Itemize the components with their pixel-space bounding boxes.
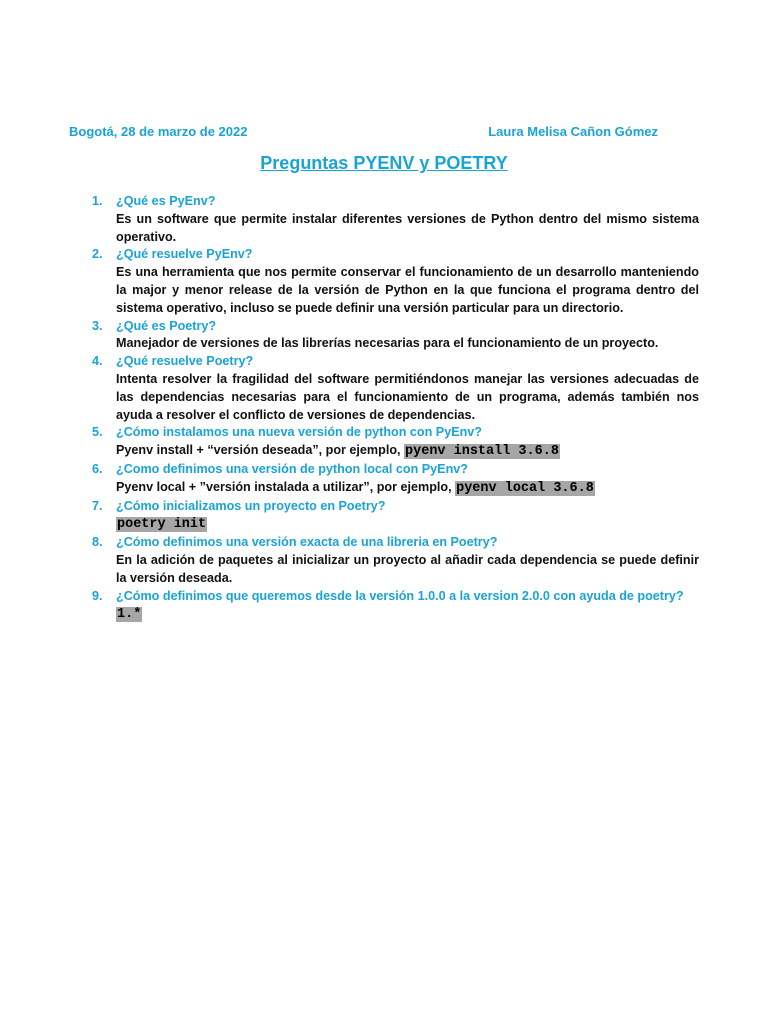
page-title-text: Preguntas PYENV y POETRY xyxy=(260,153,508,173)
question-item-7 xyxy=(92,498,699,535)
question-number: 2. xyxy=(92,247,103,262)
question-text: ¿Como definimos una versión de python local con PyEnv? xyxy=(116,461,468,476)
question-item-9 xyxy=(92,588,699,625)
answer-text: En la adición de paquetes al inicializar un proyecto al añadir cada dependencia se puede definir la versión deseada. xyxy=(116,552,699,585)
question-item-6 xyxy=(92,461,699,498)
answer-text: Pyenv install + “versión deseada”, por ejemplo, xyxy=(116,443,405,458)
question-item-5 xyxy=(92,424,699,461)
answer-text: Es una herramienta que nos permite conservar el funcionamiento de un desarrollo manteniendo la major y menor release de la versión de Python en la que funciona el programa dentro del sistema operativo, incluso se puede definir una versión particular para un directorio. xyxy=(116,265,699,315)
question-item-8 xyxy=(92,534,699,587)
page-title xyxy=(0,153,768,174)
question-item-4 xyxy=(92,353,699,424)
code-snippet: pyenv install 3.6.8 xyxy=(405,444,559,460)
question-number: 1. xyxy=(92,194,103,208)
question-number: 9. xyxy=(92,588,103,603)
author-name: Laura Melisa Cañon Gómez xyxy=(488,124,658,139)
code-snippet: poetry init xyxy=(117,517,207,533)
question-text: ¿Cómo definimos que queremos desde la versión 1.0.0 a la version 2.0.0 con ayuda de poetry? xyxy=(116,588,684,603)
question-number: 7. xyxy=(92,498,103,513)
question-text: ¿Qué resuelve Poetry? xyxy=(116,354,254,369)
question-number: 3. xyxy=(92,318,103,333)
question-number: 6. xyxy=(92,461,103,476)
answer-line xyxy=(116,479,699,498)
question-item-3 xyxy=(92,318,699,354)
code-snippet: 1.* xyxy=(117,607,142,623)
question-number: 4. xyxy=(92,354,103,369)
question-text: ¿Qué es Poetry? xyxy=(116,318,217,333)
question-number: 8. xyxy=(92,535,103,550)
question-item-1 xyxy=(92,193,699,246)
answer-line xyxy=(116,515,699,534)
answer-text: Es un software que permite instalar diferentes versiones de Python dentro del mismo sistema operativo. xyxy=(116,211,699,244)
code-snippet: pyenv local 3.6.8 xyxy=(456,480,594,496)
question-text: ¿Qué resuelve PyEnv? xyxy=(116,247,253,262)
answer-text: Intenta resolver la fragilidad del software permitiéndonos manejar las versiones adecuadas de las dependencias necesarias para el funcionamiento de un programa, además también nos ayuda a resolver el conflicto de versiones de dependencias. xyxy=(116,371,699,422)
question-text: ¿Cómo instalamos una nueva versión de python con PyEnv? xyxy=(116,425,482,440)
location-date: Bogotá, 28 de marzo de 2022 xyxy=(69,124,248,139)
question-text: ¿Cómo definimos una versión exacta de una libreria en Poetry? xyxy=(116,535,498,550)
answer-text: Manejador de versiones de las librerías necesarias para el funcionamiento de un proyecto. xyxy=(116,336,659,351)
question-number: 5. xyxy=(92,425,103,440)
question-list xyxy=(92,193,699,624)
question-item-2 xyxy=(92,246,699,317)
answer-text: Pyenv local + ”versión instalada a utilizar”, por ejemplo, xyxy=(116,479,456,494)
document-header xyxy=(69,124,658,139)
question-text: ¿Cómo inicializamos un proyecto en Poetry? xyxy=(116,498,386,513)
question-text: ¿Qué es PyEnv? xyxy=(116,194,216,208)
answer-line xyxy=(116,605,699,624)
answer-line xyxy=(116,442,699,461)
